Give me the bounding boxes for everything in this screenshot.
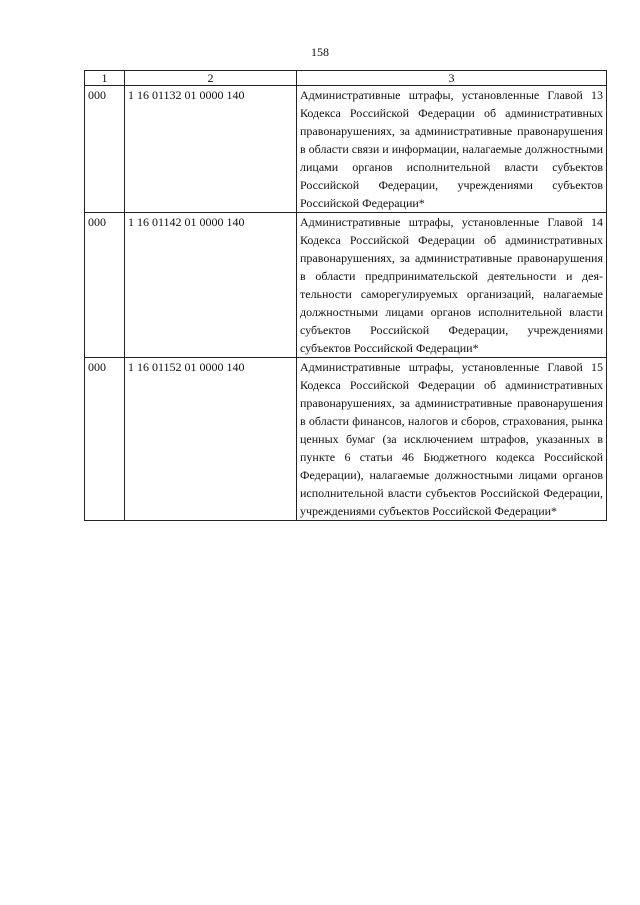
page-number: 158: [311, 45, 329, 59]
admin-code-cell: 000: [85, 213, 125, 358]
table-header-row: [85, 71, 607, 86]
budget-classification-table: [84, 70, 607, 521]
table-row: [85, 358, 607, 521]
column-header-2: 2: [125, 71, 297, 86]
description-cell: Административные штрафы, установленные Главой 13 Кодекса Российской Федерации об административных правонарушениях, за административные правонарушения в области связи и информации, налагаемые должностными лицами органов исполнительной власти субъектов Российской Федерации, учреждениями субъектов Российской Федерации*: [297, 86, 607, 213]
column-header-3: 3: [297, 71, 607, 86]
table-row: [85, 86, 607, 213]
admin-code-cell: 000: [85, 86, 125, 213]
budget-code-cell: 1 16 01142 01 0000 140: [125, 213, 297, 358]
column-header-1: 1: [85, 71, 125, 86]
table-row: [85, 213, 607, 358]
budget-code-cell: 1 16 01132 01 0000 140: [125, 86, 297, 213]
admin-code-cell: 000: [85, 358, 125, 521]
budget-code-cell: 1 16 01152 01 0000 140: [125, 358, 297, 521]
description-cell: Административные штрафы, установленные Главой 14 Кодекса Российской Федерации об административных правонарушениях, за административные правонарушения в области предпринимательской деятельности и деятельности саморегулируемых организаций, налагаемые должностными лицами органов исполнительной власти субъектов Российской Федерации, учреждениями субъектов Российской Федерации*: [297, 213, 607, 358]
description-cell: Административные штрафы, установленные Главой 15 Кодекса Российской Федерации об административных правонарушениях, за административные правонарушения в области финансов, налогов и сборов, страхования, рынка ценных бумаг (за исключением штрафов, указанных в пункте 6 статьи 46 Бюджетного кодекса Российской Федерации), налагаемые должностными лицами органов исполнительной власти субъектов Российской Федерации, учреждениями субъектов Российской Федерации*: [297, 358, 607, 521]
